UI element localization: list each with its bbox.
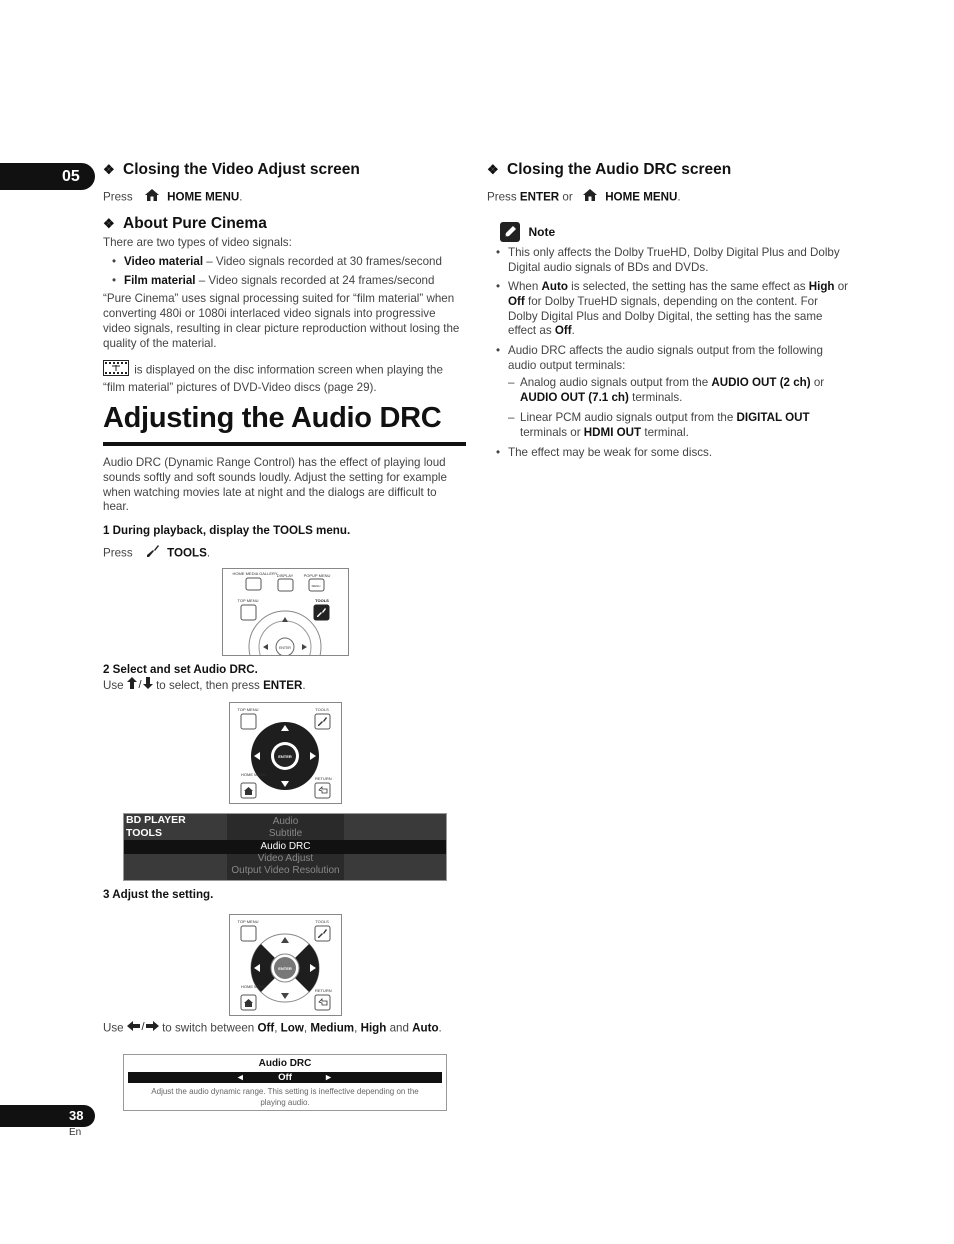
svg-text:TOOLS: TOOLS xyxy=(315,919,329,924)
tools-menu-screen xyxy=(123,813,447,881)
svg-text:ENTER: ENTER xyxy=(278,754,292,759)
home-media-gallery-label: HOME MEDIA GALLERY xyxy=(232,571,278,576)
remote-illustration-left-right xyxy=(229,914,342,1016)
menu-item-output-video-resolution[interactable]: Output Video Resolution xyxy=(231,865,340,876)
diamond-icon: ❖ xyxy=(103,216,115,231)
menu-item-video-adjust[interactable]: Video Adjust xyxy=(257,853,314,864)
close-drc-instruction: Press ENTER or HOME MENU. xyxy=(487,188,681,207)
audio-drc-title: Audio DRC xyxy=(258,1058,312,1069)
svg-text:TOP MENU: TOP MENU xyxy=(237,707,259,712)
svg-text:TOOLS: TOOLS xyxy=(315,598,329,603)
list-item: • Video material – Video signals recorded at 30 frames/second xyxy=(112,254,442,268)
svg-text:DISPLAY: DISPLAY xyxy=(276,573,294,578)
sub-list-item: – Analog audio signals output from the AUDIO OUT (2 ch) or AUDIO OUT (7.1 ch) terminals. xyxy=(508,376,849,406)
svg-text:POPUP MENU: POPUP MENU xyxy=(303,573,331,578)
close-video-heading: ❖ Closing the Video Adjust screen xyxy=(103,161,360,178)
film-icon xyxy=(103,360,129,381)
display-button xyxy=(278,579,293,591)
pure-cinema-heading: ❖ About Pure Cinema xyxy=(103,215,267,232)
audio-drc-value: Off xyxy=(278,1072,292,1083)
menu-item-subtitle[interactable]: Subtitle xyxy=(268,828,303,839)
sub-list-item: – Linear PCM audio signals output from the DIGITAL OUT terminals or HDMI OUT terminal. xyxy=(508,411,849,441)
svg-text:RETURN: RETURN xyxy=(315,988,332,993)
note-header xyxy=(500,222,555,242)
audio-drc-value-bar[interactable] xyxy=(128,1072,442,1083)
svg-text:HOME MENU: HOME MENU xyxy=(241,984,266,989)
left-right-arrow-icon xyxy=(127,1020,159,1037)
pure-cinema-paragraph: “Pure Cinema” uses signal processing suited for “film material” when converting 480i or 1080i interlaced video signals into progressive video signals, resulting in clear picture reproduction without losing the quality of the material. xyxy=(103,292,460,350)
list-item: • Audio DRC affects the audio signals output from the following audio output terminals: – Analog audio signals output from the AUDIO OUT (2 ch) or AUDIO OUT (7.1 ch) terminals. – Linear PCM audio signals output from the DIGITAL OUT terminals or HDMI OUT terminal. xyxy=(487,344,849,441)
page-title: Adjusting the Audio DRC xyxy=(103,402,442,434)
page-number: 38 xyxy=(69,1108,84,1123)
svg-text:ENTER: ENTER xyxy=(279,646,291,650)
audio-drc-screen xyxy=(123,1054,447,1111)
list-item: • This only affects the Dolby TrueHD, Dolby Digital Plus and Dolby Digital audio signals of BDs and DVDs. xyxy=(487,246,849,276)
svg-text:RETURN: RETURN xyxy=(315,776,332,781)
svg-text:HOME MENU: HOME MENU xyxy=(241,772,266,777)
list-item: • Film material – Video signals recorded at 24 frames/second xyxy=(112,273,435,287)
svg-text:/: / xyxy=(141,1021,145,1032)
remote-illustration-tools xyxy=(222,568,349,656)
right-arrow-icon[interactable]: ▸ xyxy=(326,1072,331,1083)
top-menu-button xyxy=(241,605,256,620)
step-2-instruction: Use / to select, then press ENTER. xyxy=(103,677,306,695)
svg-text:TOP MENU: TOP MENU xyxy=(237,598,259,603)
intro-paragraph: Audio DRC (Dynamic Range Control) has the effect of playing loud sounds softly and soft sounds loudly. Adjust the setting for example when watching movies late at night and the dialogs are difficult to hear. xyxy=(103,456,447,514)
tools-icon xyxy=(146,544,160,563)
note-pencil-icon xyxy=(500,222,520,242)
page-number-tab xyxy=(0,1105,95,1127)
left-arrow-icon[interactable]: ◂ xyxy=(238,1072,243,1083)
step-2: 2 Select and set Audio DRC. xyxy=(103,663,258,676)
film-indicator-paragraph: is displayed on the disc information screen when playing the “film material” pictures of DVD-Video discs (page 29). xyxy=(103,360,465,396)
tools-menu-label: BD PLAYER TOOLS xyxy=(126,814,186,839)
pure-cinema-body xyxy=(103,236,465,352)
close-drc-heading: ❖ Closing the Audio DRC screen xyxy=(487,161,732,178)
chapter-tab xyxy=(0,163,95,190)
home-icon xyxy=(144,188,160,207)
return-button xyxy=(315,995,330,1010)
note-label: Note xyxy=(528,225,556,239)
language-label: En xyxy=(69,1127,82,1138)
home-icon xyxy=(582,188,598,207)
remote-illustration-enter xyxy=(229,702,342,804)
svg-text:MENU: MENU xyxy=(311,584,321,588)
return-button xyxy=(315,783,330,798)
step-1: 1 During playback, display the TOOLS menu. xyxy=(103,524,351,537)
close-video-instruction: Press HOME MENU. xyxy=(103,188,242,207)
home-media-gallery-button xyxy=(246,578,261,590)
list-item: • The effect may be weak for some discs. xyxy=(487,446,849,461)
svg-text:/: / xyxy=(138,679,142,690)
svg-text:TOOLS: TOOLS xyxy=(315,707,329,712)
chapter-number: 05 xyxy=(62,168,80,185)
top-menu-button xyxy=(241,926,256,941)
pure-cinema-intro: There are two types of video signals: xyxy=(103,236,292,249)
svg-text:TOP MENU: TOP MENU xyxy=(237,919,259,924)
menu-item-audio-drc[interactable]: Audio DRC xyxy=(260,841,311,852)
step-3: 3 Adjust the setting. xyxy=(103,888,214,901)
title-rule xyxy=(103,442,466,446)
step-3-instruction: Use / to switch between Off, Low, Medium, High and Auto. xyxy=(103,1020,442,1037)
svg-text:ENTER: ENTER xyxy=(278,966,292,971)
step-1-instruction: Press TOOLS. xyxy=(103,544,210,563)
list-item: • When Auto is selected, the setting has the same effect as High or Off for Dolby TrueHD signals, depending on the content. For Dolby Digital Plus and Dolby Digital, the setting has the same effect as Off. xyxy=(487,280,849,339)
top-menu-button xyxy=(241,714,256,729)
diamond-icon: ❖ xyxy=(103,162,115,177)
up-down-arrow-icon xyxy=(127,677,153,695)
menu-item-audio[interactable]: Audio xyxy=(272,816,299,827)
diamond-icon: ❖ xyxy=(487,162,499,177)
audio-drc-description: Adjust the audio dynamic range. This setting is ineffective depending on the playing audio. xyxy=(151,1087,419,1107)
note-list xyxy=(487,246,849,465)
